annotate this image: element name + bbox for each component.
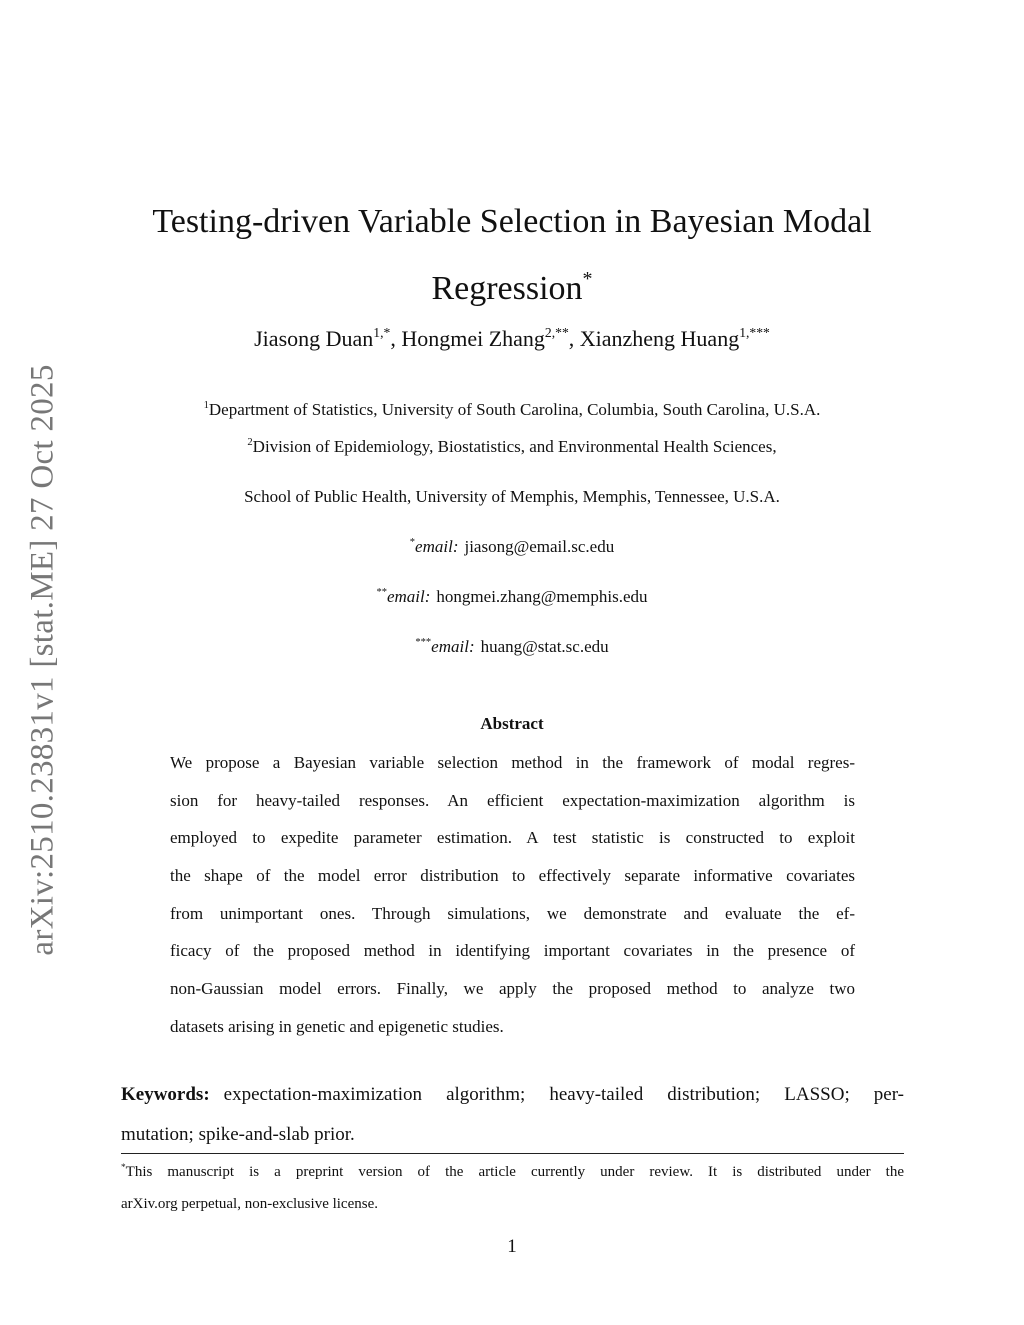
keywords-line-1	[121, 1075, 904, 1115]
footnote-line-2: arXiv.org perpetual, non-exclusive license.	[121, 1196, 378, 1212]
email-line-2	[0, 587, 1024, 607]
author-name: Xianzheng Huang	[579, 326, 740, 351]
paper-title	[0, 188, 1024, 322]
arxiv-identifier-stamp: arXiv:2510.23831v1 [stat.ME] 27 Oct 2025	[24, 364, 61, 956]
footnote-line-1	[121, 1156, 904, 1188]
affiliation-mark: 2	[247, 437, 253, 449]
page-number: 1	[507, 1236, 517, 1257]
title-line-2	[0, 255, 1024, 322]
email-label: email:	[431, 637, 475, 656]
email-address: huang@stat.sc.edu	[480, 637, 609, 656]
email-mark: ***	[415, 637, 432, 649]
affiliation-text: Department of Statistics, University of South Carolina, Columbia, South Carolina, U.S.A.	[208, 400, 821, 419]
author-affiliation-mark: 1,***	[739, 325, 770, 341]
author-affiliation-mark: 1,*	[373, 325, 391, 341]
email-label: email:	[415, 537, 459, 556]
abstract-line: non-Gaussian model errors. Finally, we apply the proposed method to analyze two	[170, 979, 855, 999]
author-name: Hongmei Zhang	[401, 326, 545, 351]
abstract-line: datasets arising in genetic and epigenetic studies.	[170, 1016, 504, 1036]
keywords-label: Keywords:	[121, 1084, 210, 1105]
keywords-text: expectation-maximization algorithm; heavy-tailed distribution; LASSO; per-	[223, 1084, 904, 1105]
keywords-section	[121, 1075, 904, 1155]
author-list: Jiasong Duan$^{1,*}$, Hongmei Zhang$^{2,**}$, Xianzheng Huang$^{1,***}$	[254, 325, 770, 351]
affiliation-2	[0, 437, 1024, 457]
email-address: hongmei.zhang@memphis.edu	[436, 587, 648, 606]
title-footnote-mark: *	[582, 268, 593, 290]
keywords-line-2: mutation; spike-and-slab prior.	[121, 1124, 355, 1145]
affiliation-text: School of Public Health, University of Memphis, Memphis, Tennessee, U.S.A.	[244, 487, 780, 506]
abstract-line: sion for heavy-tailed responses. An efficient expectation-maximization algorithm is	[170, 790, 855, 810]
affiliation-mark: 1	[203, 400, 209, 412]
title-footnote	[121, 1156, 904, 1220]
footnote-mark: *	[121, 1162, 126, 1173]
affiliation-1	[0, 400, 1024, 420]
affiliation-text: Division of Epidemiology, Biostatistics, and Environmental Health Sciences,	[252, 437, 777, 456]
title-line-1: Testing-driven Variable Selection in Bayesian Modal	[152, 203, 872, 240]
email-line-1	[0, 537, 1024, 557]
email-line-3	[0, 637, 1024, 657]
author-name: Jiasong Duan	[254, 326, 374, 351]
affiliation-2-continued	[0, 487, 1024, 507]
abstract-line: employed to expedite parameter estimation. A test statistic is constructed to exploit	[170, 828, 855, 848]
author-affiliation-mark: 2,**	[544, 325, 569, 341]
abstract-line: from unimportant ones. Through simulations, we demonstrate and evaluate the ef-	[170, 903, 855, 923]
abstract-body	[170, 744, 855, 1046]
abstract-line: ficacy of the proposed method in identifying important covariates in the presence of	[170, 941, 855, 961]
footnote-divider	[121, 1153, 904, 1154]
email-mark: *	[409, 537, 416, 549]
title-line-2-text: Regression	[431, 270, 583, 307]
email-address: jiasong@email.sc.edu	[464, 537, 615, 556]
abstract-heading: Abstract	[480, 714, 544, 733]
email-mark: **	[376, 587, 387, 599]
email-label: email:	[386, 587, 431, 606]
footnote-text: This manuscript is a preprint version of the article currently under review. It is distributed under the	[125, 1164, 904, 1180]
abstract-line: We propose a Bayesian variable selection method in the framework of modal regres-	[170, 753, 855, 772]
abstract-line: the shape of the model error distribution to effectively separate informative covariates	[170, 866, 855, 886]
